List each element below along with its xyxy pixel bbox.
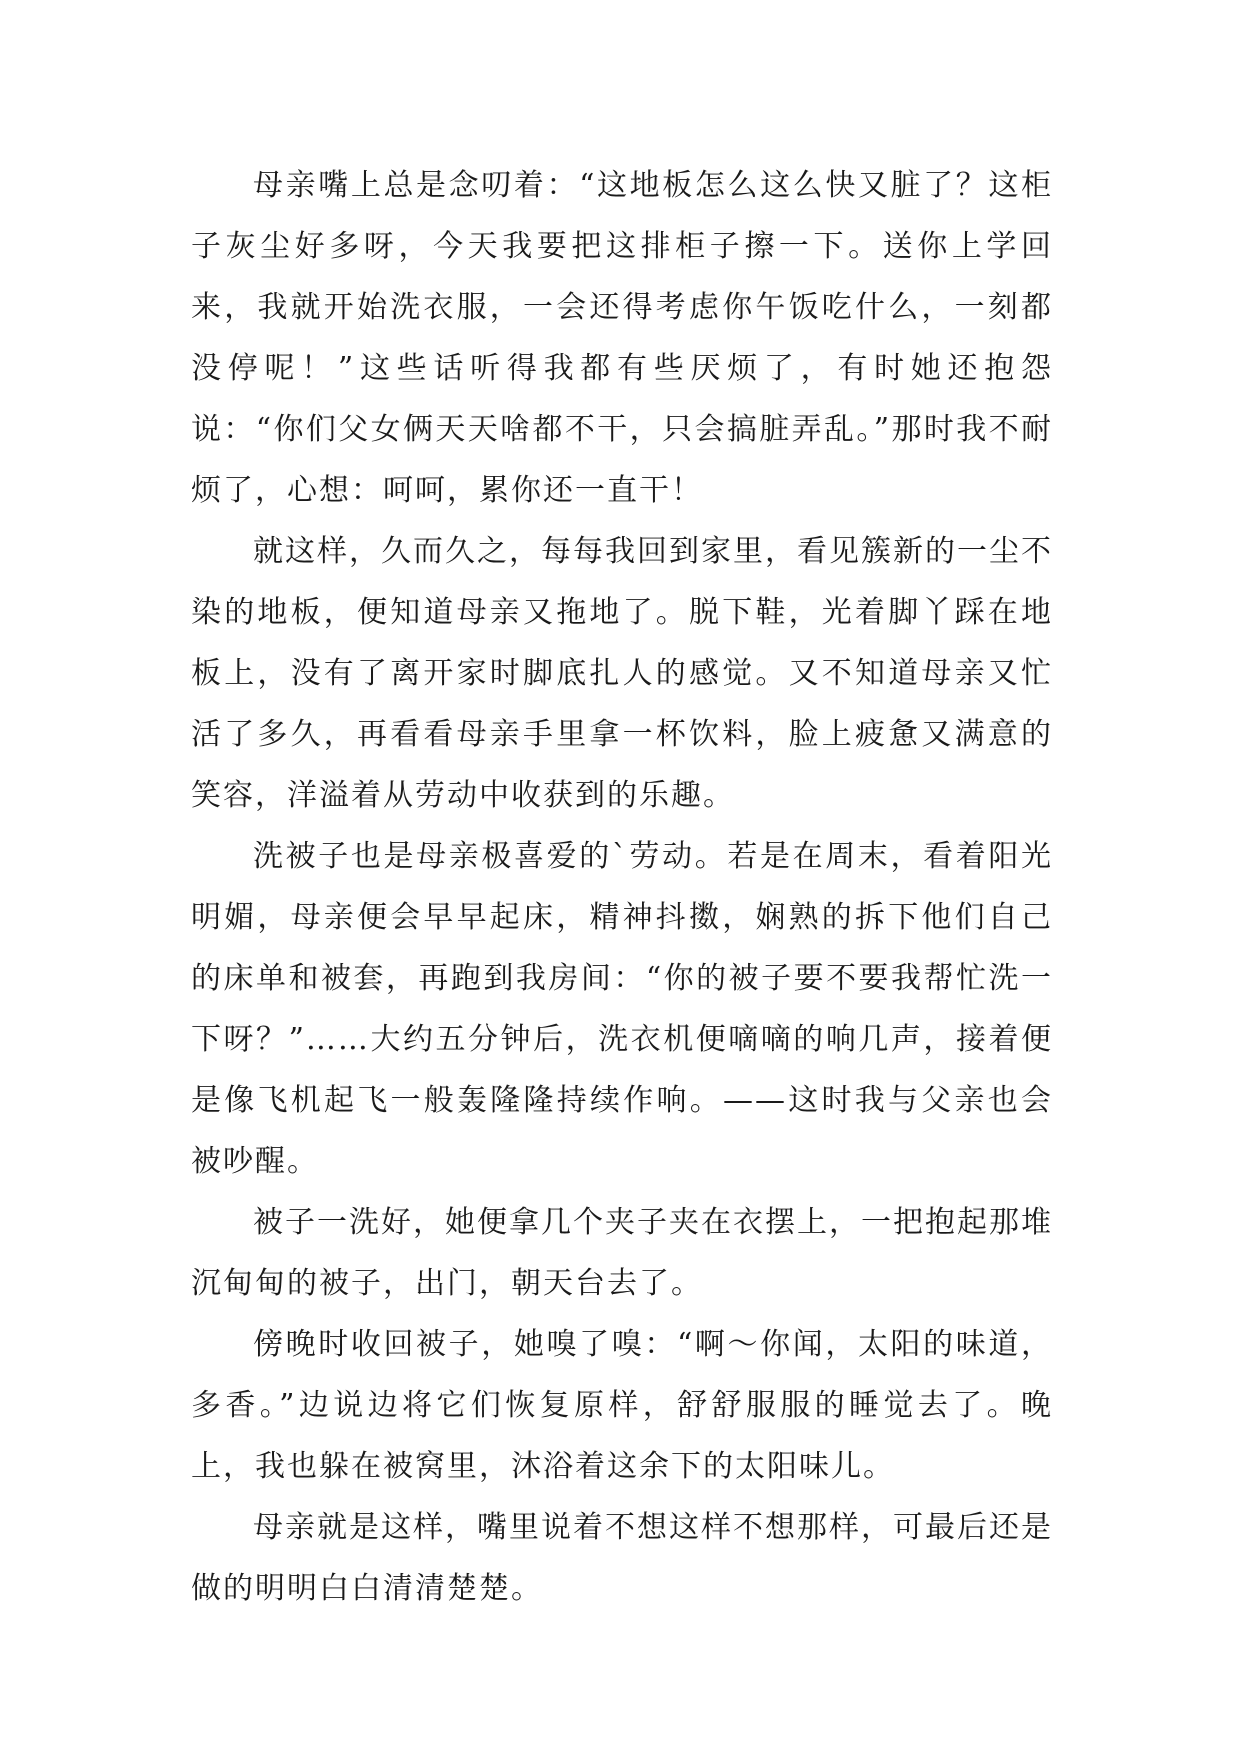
paragraph: 洗被子也是母亲极喜爱的`劳动。若是在周末，看着阳光明媚，母亲便会早早起床，精神抖擞，娴熟的拆下他们自己的床单和被套，再跑到我房间：“你的被子要不要我帮忙洗一下呀？”……大约五分钟后，洗衣机便嘀嘀的响几声，接着便是像飞机起飞一般轰隆隆持续作响。——这时我与父亲也会被吵醒。 — [191, 839, 1053, 1179]
paragraph: 母亲就是这样，嘴里说着不想这样不想那样，可最后还是做的明明白白清清楚楚。 — [191, 1510, 1053, 1606]
paragraph: 母亲嘴上总是念叨着：“这地板怎么这么快又脏了？这柜子灰尘好多呀，今天我要把这排柜子擦一下。送你上学回来，我就开始洗衣服，一会还得考虑你午饭吃什么，一刻都没停呢！”这些话听得我都有些厌烦了，有时她还抱怨说：“你们父女俩天天啥都不干，只会搞脏弄乱。”那时我不耐烦了，心想：呵呵，累你还一直干！ — [191, 168, 1053, 508]
paragraph: 就这样，久而久之，每每我回到家里，看见簇新的一尘不染的地板，便知道母亲又拖地了。脱下鞋，光着脚丫踩在地板上，没有了离开家时脚底扎人的感觉。又不知道母亲又忙活了多久，再看看母亲手里拿一杯饮料，脸上疲惫又满意的笑容，洋溢着从劳动中收获到的乐趣。 — [191, 534, 1053, 813]
document-body — [191, 155, 1053, 1619]
paragraph: 被子一洗好，她便拿几个夹子夹在衣摆上，一把抱起那堆沉甸甸的被子，出门，朝天台去了。 — [191, 1205, 1053, 1301]
paragraph: 傍晚时收回被子，她嗅了嗅：“啊～你闻，太阳的味道，多香。”边说边将它们恢复原样，舒舒服服的睡觉去了。晚上，我也躲在被窝里，沐浴着这余下的太阳味儿。 — [191, 1327, 1053, 1484]
